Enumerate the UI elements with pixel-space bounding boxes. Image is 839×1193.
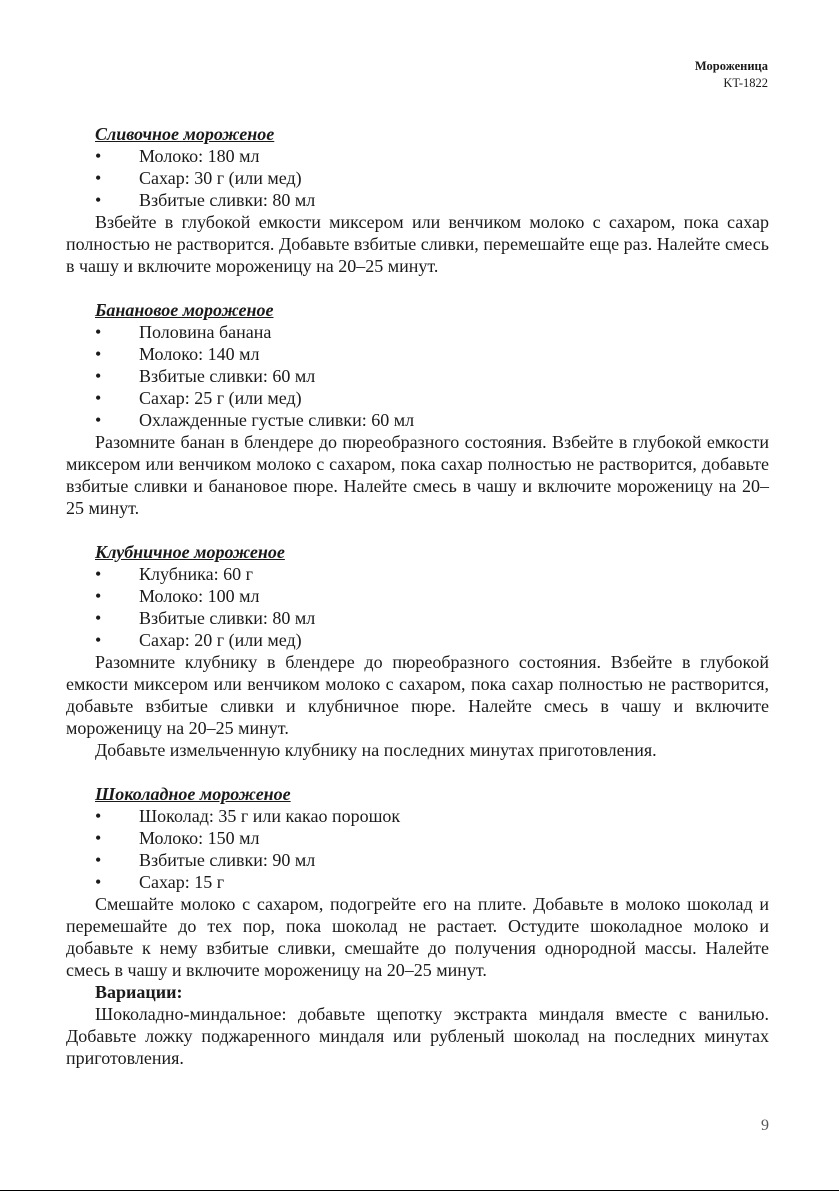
recipe-section-strawberry [66,541,769,761]
bullet: • [95,344,102,364]
recipes-content [66,123,769,1091]
recipe-title: Банановое мороженое [95,300,274,320]
ingredient-list [66,563,769,651]
recipe-title: Сливочное мороженое [95,124,275,144]
recipe-title: Шоколадное мороженое [95,784,291,804]
ingredient-list [66,145,769,211]
bullet: • [95,190,102,210]
ingredient-item: • Сахар: 20 г (или мед) [95,630,302,650]
ingredient-item: • Взбитые сливки: 90 мл [95,850,316,870]
recipe-section-chocolate [66,783,769,1069]
bullet: • [95,586,102,606]
bullet: • [95,806,102,826]
bullet: • [95,630,102,650]
instructions: Разомните банан в блендере до пюреобразного состояния. Взбейте в глубокой емкости миксером или венчиком молоко с сахаром, пока сахар полностью не растворится, добавьте взбитые сливки и банановое пюре. Налейте смесь в чашу и включите мороженицу на 20–25 минут. [66,432,769,518]
ingredient-item: • Клубника: 60 г [95,564,254,584]
bullet: • [95,410,102,430]
ingredient-item: • Сахар: 25 г (или мед) [95,388,302,408]
model-number: KT-1822 [723,76,768,90]
recipe-section-cream [66,123,769,277]
bullet: • [95,564,102,584]
bullet: • [95,146,102,166]
bullet: • [95,168,102,188]
bullet: • [95,828,102,848]
ingredient-item: • Молоко: 100 мл [95,586,260,606]
ingredient-item: • Молоко: 150 мл [95,828,260,848]
variations-heading: Вариации: [95,982,183,1002]
recipe-title: Клубничное мороженое [95,542,285,562]
instructions: Взбейте в глубокой емкости миксером или венчиком молоко с сахаром, пока сахар полностью не растворится. Добавьте взбитые сливки, перемешайте еще раз. Налейте смесь в чашу и включите мороженицу на 20–25 минут. [66,212,769,276]
bullet: • [95,388,102,408]
ingredient-item: • Взбитые сливки: 80 мл [95,190,316,210]
ingredient-item: • Шоколад: 35 г или какао порошок [95,806,401,826]
ingredient-item: • Взбитые сливки: 80 мл [95,608,316,628]
ingredient-item: • Молоко: 140 мл [95,344,260,364]
bullet: • [95,850,102,870]
ingredient-list [66,805,769,893]
bullet: • [95,366,102,386]
product-name: Мороженица [694,59,768,73]
ingredient-item: • Половина банана [95,322,272,342]
bullet: • [95,322,102,342]
page-header [695,58,768,92]
variations-text: Шоколадно-миндальное: добавьте щепотку экстракта миндаля вместе с ванилью. Добавьте ложку поджаренного миндаля или рубленый шоколад на последних минутах приготовления. [66,1004,769,1068]
ingredient-item: • Сахар: 30 г (или мед) [95,168,302,188]
page-number: 9 [761,1117,769,1134]
ingredient-item: • Взбитые сливки: 60 мл [95,366,316,386]
bullet: • [95,872,102,892]
bottom-rule [0,1190,839,1191]
ingredient-item: • Молоко: 180 мл [95,146,260,166]
instructions-note: Добавьте измельченную клубнику на последних минутах приготовления. [95,740,657,760]
bullet: • [95,608,102,628]
instructions: Разомните клубнику в блендере до пюреобразного состояния. Взбейте в глубокой емкости миксером или венчиком молоко с сахаром, пока сахар полностью не растворится, добавьте взбитые сливки и клубничное пюре. Налейте смесь в чашу и включите мороженицу на 20–25 минут. [66,652,769,738]
instructions: Смешайте молоко с сахаром, подогрейте его на плите. Добавьте в молоко шоколад и перемешайте до тех пор, пока шоколад не растает. Остудите шоколадное молоко и добавьте к нему взбитые сливки, смешайте до получения однородной массы. Налейте смесь в чашу и включите мороженицу на 20–25 минут. [66,894,769,980]
ingredient-list [66,321,769,431]
recipe-section-banana [66,299,769,519]
ingredient-item: • Сахар: 15 г [95,872,225,892]
ingredient-item: • Охлажденные густые сливки: 60 мл [95,410,415,430]
